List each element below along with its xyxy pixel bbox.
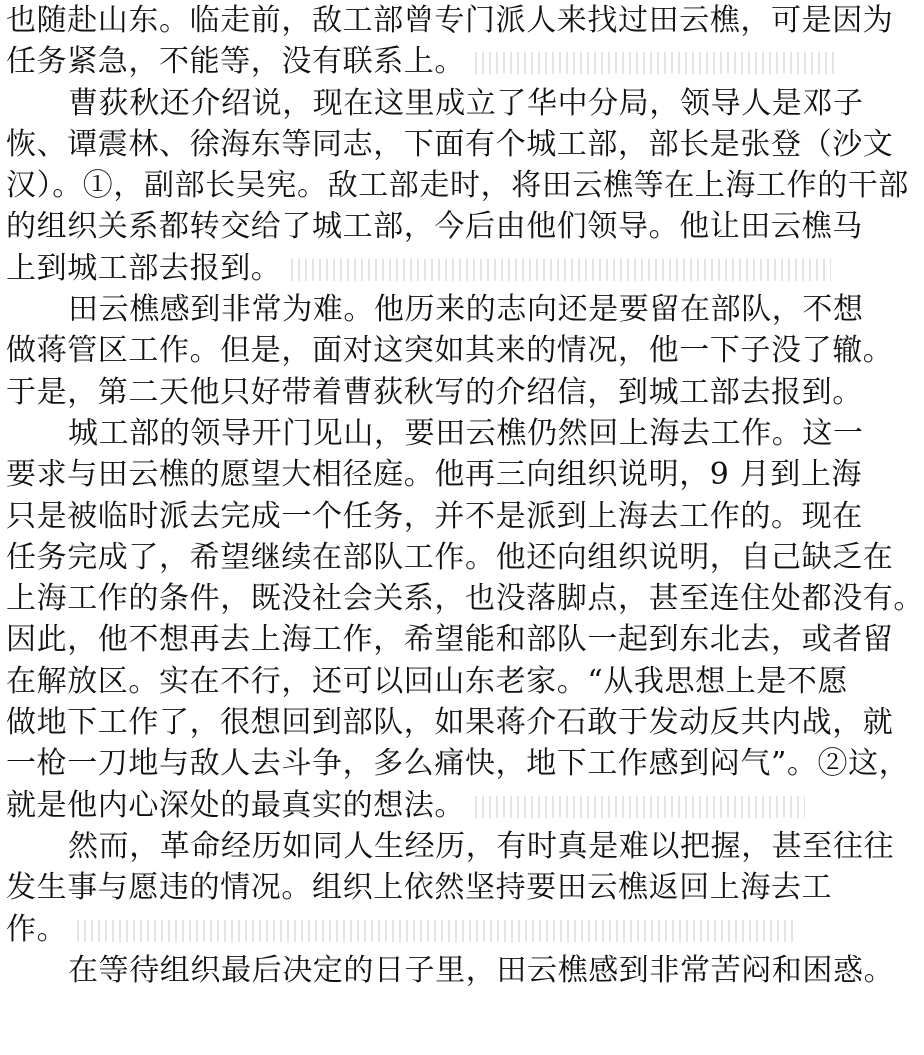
text-line: 只是被临时派去完成一个任务，并不是派到上海去工作的。现在	[6, 498, 863, 534]
text-line: 恢、谭震林、徐海东等同志，下面有个城工部，部长是张登（沙文	[6, 126, 894, 162]
text-line-content: 就是他内心深处的最真实的想法。	[6, 787, 465, 823]
paragraph	[6, 413, 924, 826]
text-line: 然而，革命经历如同人生经历，有时真是难以把握，甚至往往	[68, 828, 895, 864]
text-line: 因此，他不想再去上海工作，希望能和部队一起到东北去，或者留	[6, 622, 894, 658]
paragraph	[6, 950, 895, 991]
paragraph	[6, 0, 894, 83]
paragraph	[6, 826, 895, 950]
paragraph	[6, 83, 909, 289]
text-line: 城工部的领导开门见山，要田云樵仍然回上海去工作。这一	[68, 415, 864, 451]
text-line: 也随赴山东。临走前，敌工部曾专门派人来找过田云樵，可是因为	[6, 3, 894, 38]
text-line	[6, 785, 828, 826]
scan-noise	[475, 796, 805, 818]
text-line	[6, 909, 828, 950]
text-line	[6, 41, 828, 82]
text-line: 在解放区。实在不行，还可以回山东老家。“从我思想上是不愿	[6, 663, 849, 699]
scan-noise	[291, 259, 831, 281]
text-line: 汉）。①，副部长吴宪。敌工部走时，将田云樵等在上海工作的干部	[6, 168, 909, 204]
text-line: 做地下工作了，很想回到部队，如果蒋介石敢于发动反共内战，就	[6, 705, 894, 741]
text-line-content: 任务紧急，不能等，没有联系上。	[6, 44, 465, 80]
text-line-content: 作。	[6, 911, 68, 947]
book-page	[6, 0, 924, 991]
text-line: 发生事与愿违的情况。组织上依然坚持要田云樵返回上海去工	[6, 870, 833, 906]
text-line: 曹荻秋还介绍说，现在这里成立了华中分局，领导人是邓子	[68, 85, 864, 121]
text-line: 任务完成了，希望继续在部队工作。他还向组织说明，自己缺乏在	[6, 539, 894, 575]
text-line: 的组织关系都转交给了城工部，今后由他们领导。他让田云樵马	[6, 209, 863, 245]
scan-noise	[77, 920, 797, 942]
text-line: 做蒋管区工作。但是，面对这突如其来的情况，他一下子没了辙。	[6, 333, 894, 369]
paragraph	[6, 289, 894, 413]
scan-noise	[475, 52, 835, 74]
text-line: 上海工作的条件，既没社会关系，也没落脚点，甚至连住处都没有。	[6, 581, 924, 617]
text-line: 一枪一刀地与敌人去斗争，多么痛快，地下工作感到闷气”。②这，	[6, 746, 910, 782]
text-line-content: 上到城工部去报到。	[6, 250, 282, 286]
text-line: 于是，第二天他只好带着曹荻秋写的介绍信，到城工部去报到。	[6, 374, 863, 410]
text-line: 田云樵感到非常为难。他历来的志向还是要留在部队，不想	[68, 292, 864, 328]
text-line: 要求与田云樵的愿望大相径庭。他再三向组织说明，9 月到上海	[6, 457, 863, 493]
text-line: 在等待组织最后决定的日子里，田云樵感到非常苦闷和困惑。	[68, 952, 895, 988]
text-line	[6, 248, 828, 289]
